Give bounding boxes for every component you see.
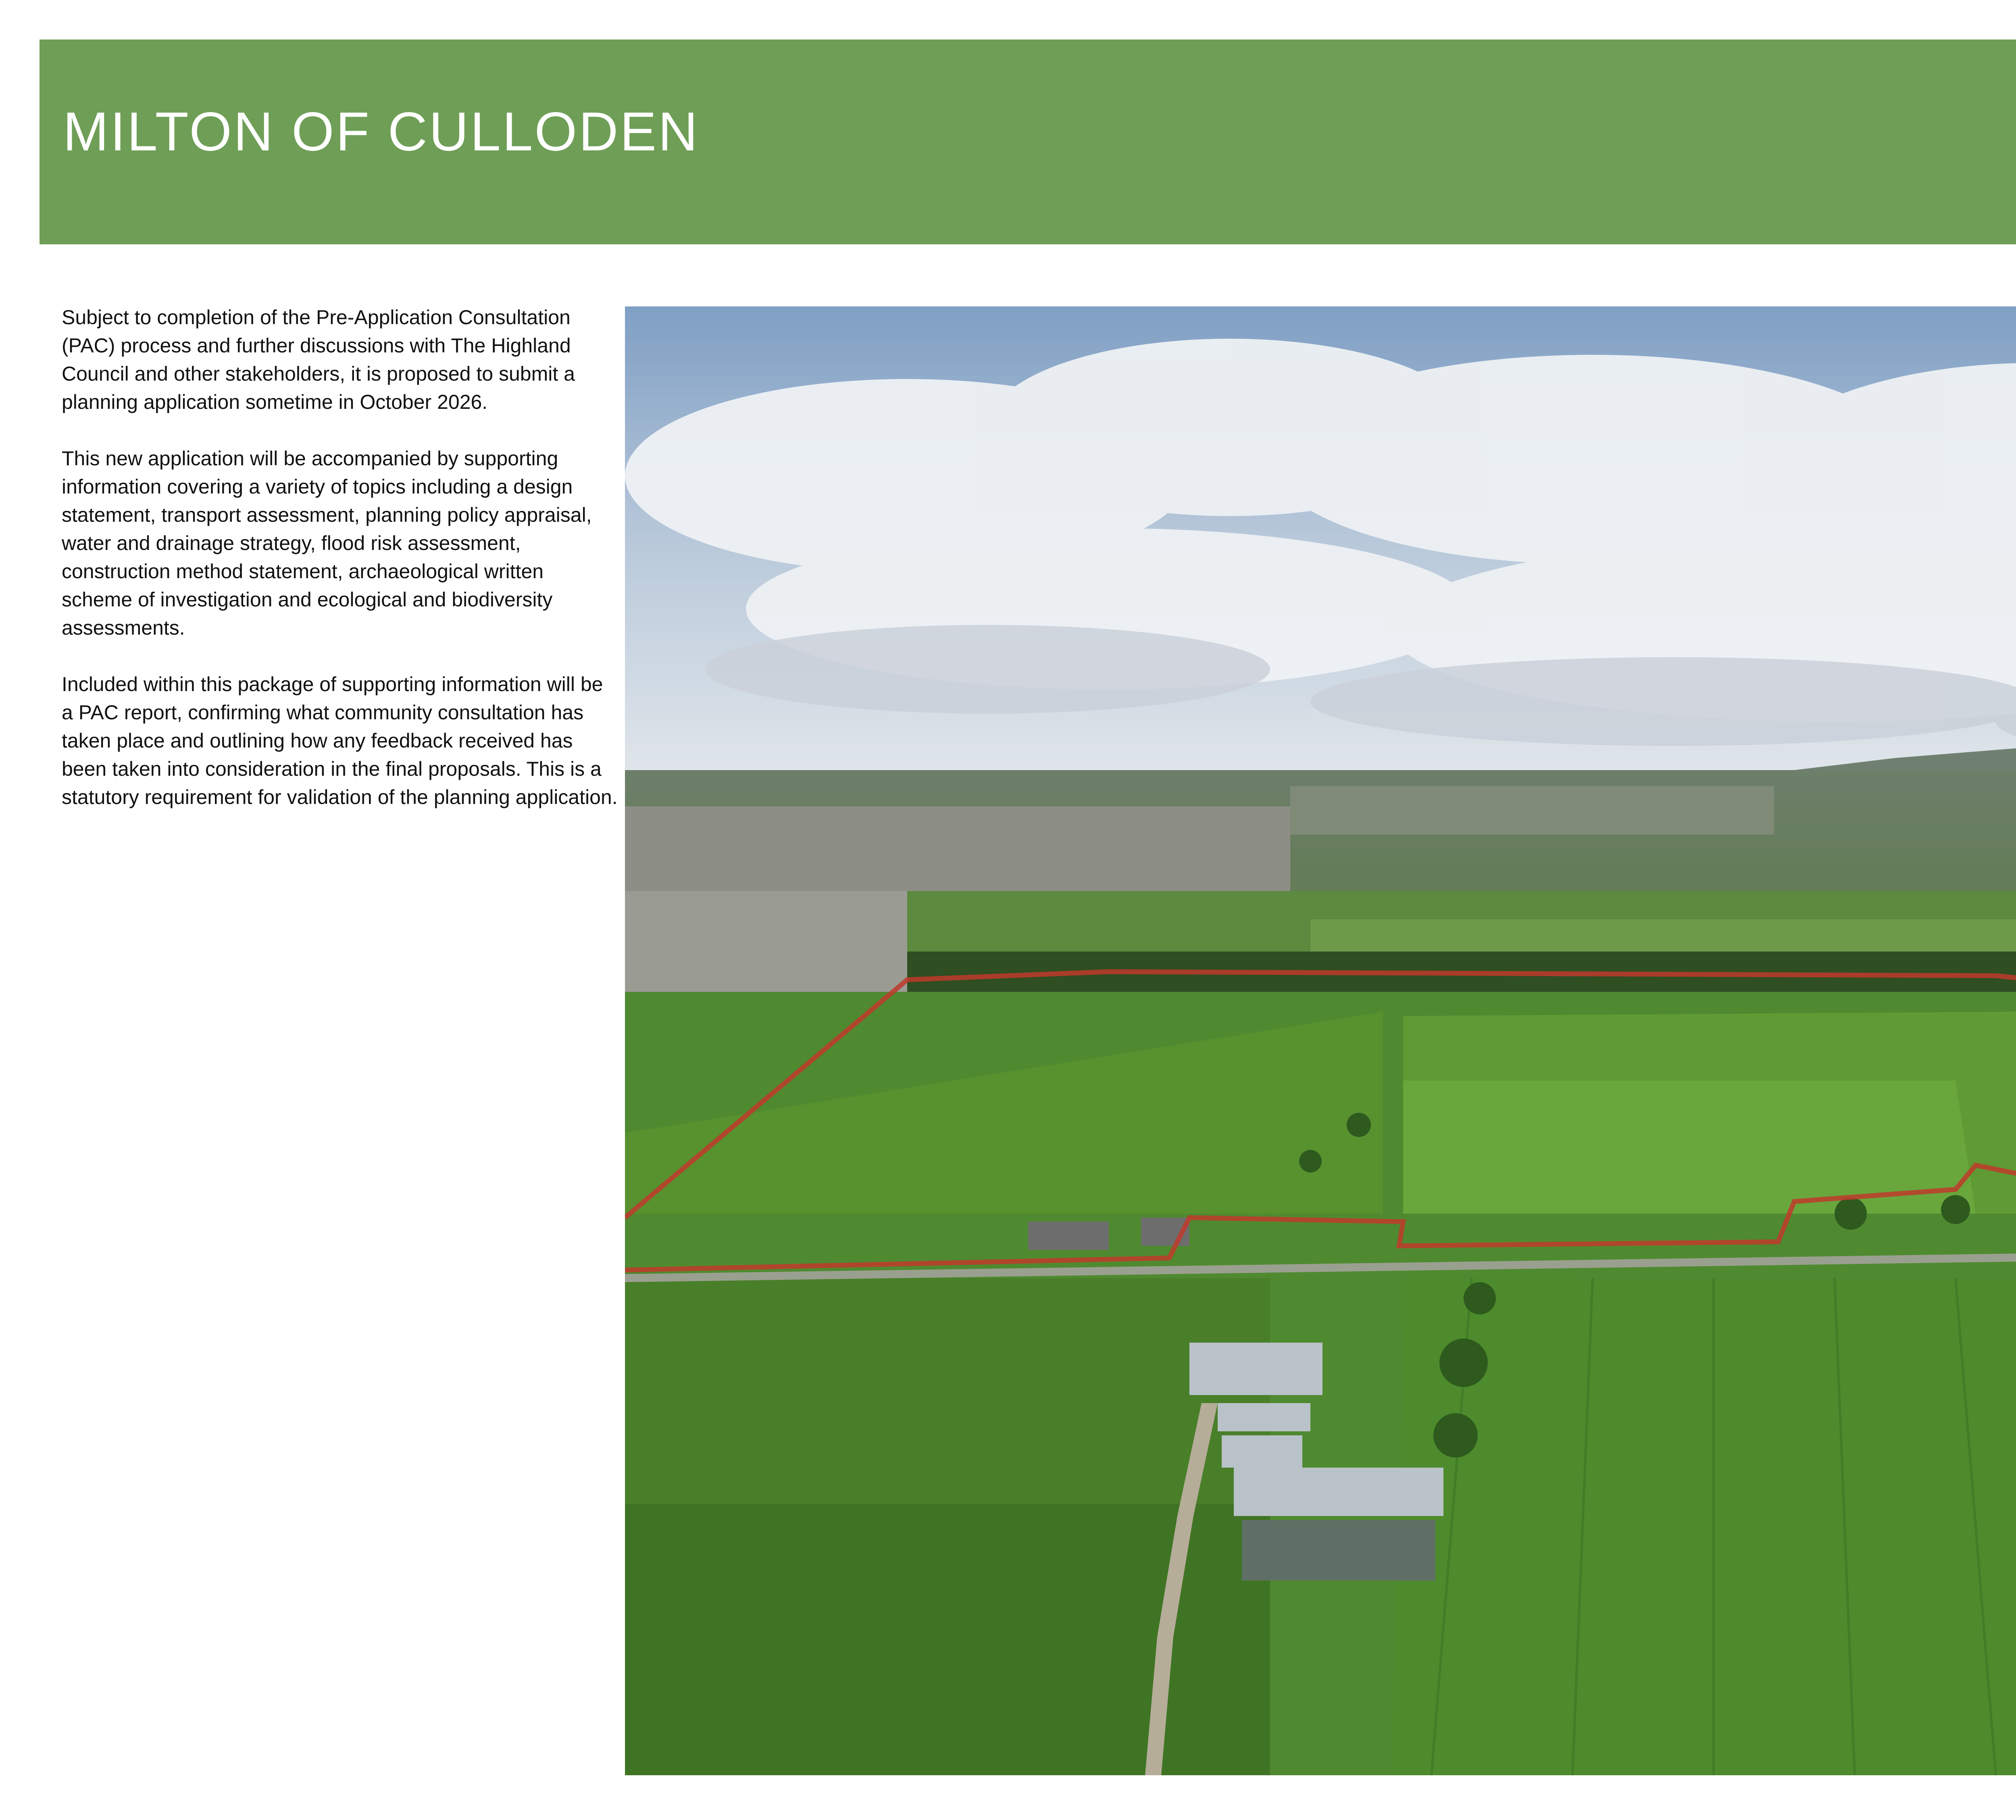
paragraph-1: Subject to completion of the Pre-Application Consultation (PAC) process and further discussions with The Highland Council and other stakeholders, it is proposed to submit a planning application sometime in October 2026. (62, 306, 575, 413)
paragraph-3: Included within this package of supporting information will be a PAC report, confirming what community consultation has taken place and outlining how any feedback received has been taken into consideration in the final proposals. This is a statutory requirement for validation of the planning application. (62, 673, 618, 808)
header-band (40, 40, 2016, 244)
site-name: MILTON OF CULLODEN (63, 101, 700, 162)
conclusion-text (62, 303, 618, 839)
paragraph-2: This new application will be accompanied by supporting information covering a variety of topics including a design statement, transport assessment, planning policy appraisal, water and drainage strategy, flood risk assessment, construction method statement, archaeological written scheme of investigation and ecological and biodiversity assessments. (62, 447, 592, 639)
aerial-site-photo (625, 306, 2016, 1775)
